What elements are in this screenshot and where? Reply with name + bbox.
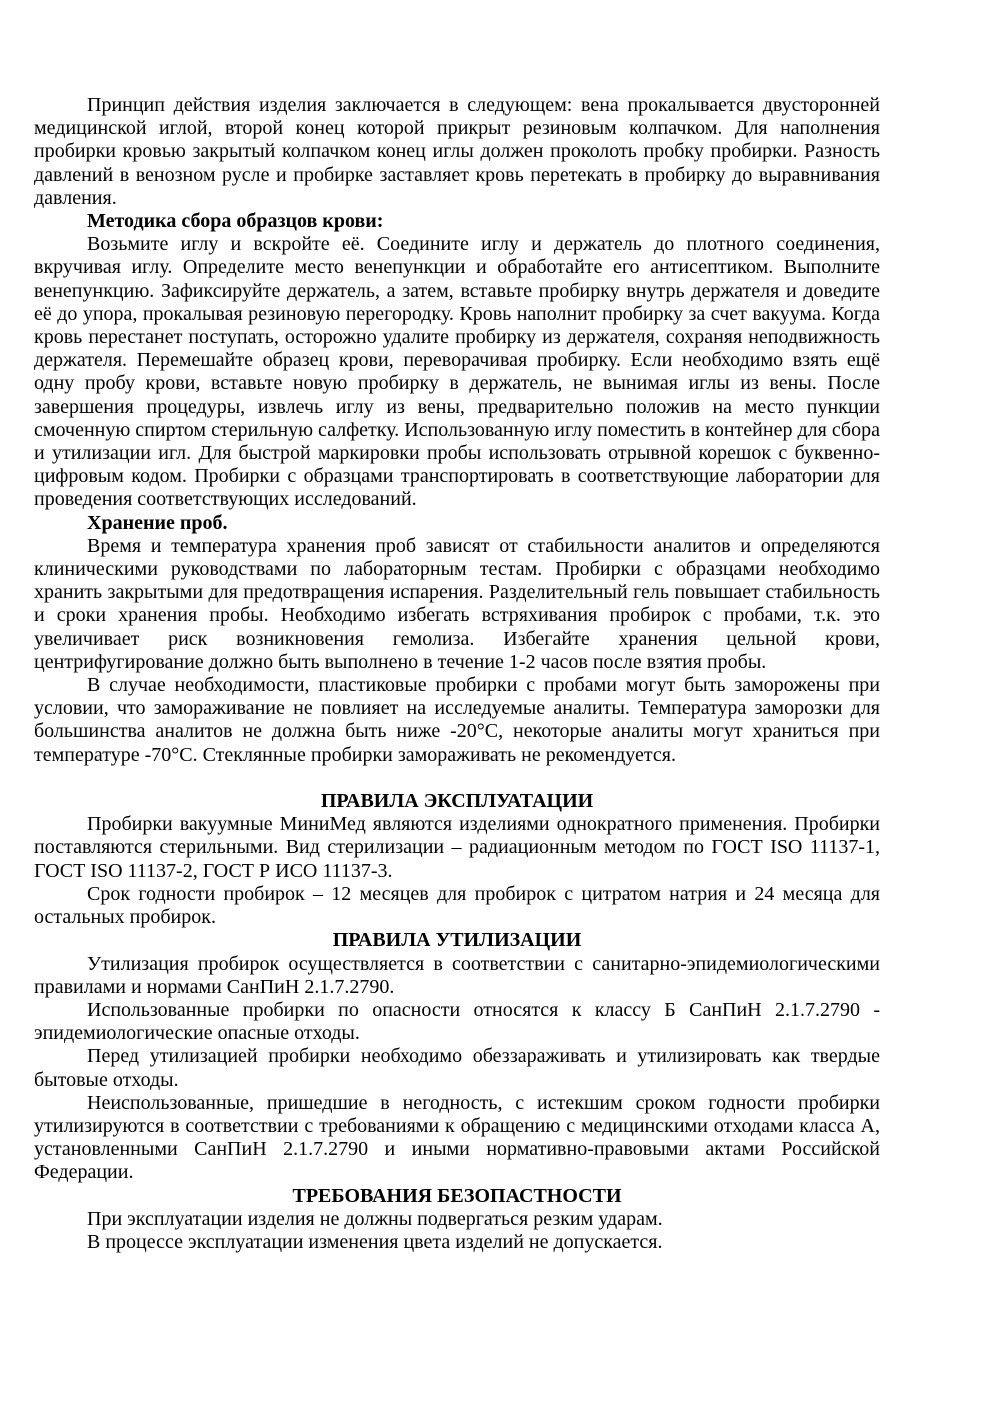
disposal-rules-paragraph-4: Неиспользованные, пришедшие в негодность, с истекшим сроком годности пробирки утилизируются в соответствии с требованиями к обращению с медицинскими отходами класса А, установленными СанПиН 2.1.7.2790 и иными нормативно-правовыми актами Российской Федерации. [34, 1091, 880, 1184]
collection-method-heading: Методика сбора образцов крови: [87, 210, 384, 233]
disposal-rules-heading: ПРАВИЛА УТИЛИЗАЦИИ [332, 929, 582, 952]
disposal-rules-paragraph-3: Перед утилизацией пробирки необходимо обеззараживать и утилизировать как твердые бытовые отходы. [34, 1045, 880, 1091]
document-content [34, 94, 880, 1254]
sample-storage-paragraph-1: Время и температура хранения проб зависят от стабильности аналитов и определяются клиническими руководствами по лабораторным тестам. Пробирки с образцами необходимо хранить закрытыми для предотвращения испарения. Разделительный гель повышает стабильность и сроки хранения пробы. Необходимо избегать встряхивания пробирок с пробами, т.к. это увеличивает риск возникновения гемолиза. Избегайте хранения цельной крови, центрифугирование должно быть выполнено в течение 1-2 часов после взятия пробы. [34, 534, 880, 673]
safety-requirements-heading: ТРЕБОВАНИЯ БЕЗОПАСТНОСТИ [292, 1184, 622, 1207]
operation-rules-paragraph-1: Пробирки вакуумные МиниМед являются изделиями однократного применения. Пробирки поставляются стерильными. Вид стерилизации – радиационным методом по ГОСТ ISO 11137-1, ГОСТ ISO 11137-2, ГОСТ Р ИСО 11137-3. [34, 813, 880, 882]
safety-requirements-paragraph-2: В процессе эксплуатации изменения цвета изделий не допускается. [87, 1230, 663, 1253]
disposal-rules-paragraph-1: Утилизация пробирок осуществляется в соответствии с санитарно-эпидемиологическими правилами и нормами СанПиН 2.1.7.2790. [34, 952, 880, 998]
sample-storage-paragraph-2: В случае необходимости, пластиковые пробирки с пробами могут быть заморожены при условии, что замораживание не повлияет на исследуемые аналиты. Температура заморозки для большинства аналитов не должна быть ниже -20°С, некоторые аналиты могут храниться при температуре -70°С. Стеклянные пробирки замораживать не рекомендуется. [34, 674, 880, 766]
disposal-rules-paragraph-2: Использованные пробирки по опасности относятся к классу Б СанПиН 2.1.7.2790 - эпидемиологические опасные отходы. [34, 998, 880, 1045]
collection-method-paragraph: Возьмите иглу и вскройте её. Соедините иглу и держатель до плотного соединения, вкручивая иглу. Определите место венепункции и обработайте его антисептиком. Выполните венепункцию. Зафиксируйте держатель, а затем, вставьте пробирку внутрь держателя и доведите её до упора, прокалывая резиновую перегородку. Кровь наполнит пробирку за счет вакуума. Когда кровь перестанет поступать, осторожно удалите пробирку из держателя, сохраняя неподвижность держателя. Перемешайте образец крови, переворачивая пробирку. Если необходимо взять ещё одну пробу крови, вставьте новую пробирку в держатель, не вынимая иглы из вены. После завершения процедуры, извлечь иглу из вены, предварительно положив на место пункции смоченную спиртом стерильную салфетку. Использованную иглу поместить в контейнер для сбора и утилизации игл. Для быстрой маркировки пробы использовать отрывной корешок с буквенно-цифровым кодом. Пробирки с образцами транспортировать в соответствующие лаборатории для проведения соответствующих исследований. [34, 233, 880, 511]
sample-storage-heading: Хранение проб. [87, 511, 228, 534]
principle-paragraph: Принцип действия изделия заключается в следующем: вена прокалывается двусторонней медицинской иглой, второй конец которой прикрыт резиновым колпачком. Для наполнения пробирки кровью закрытый колпачком конец иглы должен проколоть пробку пробирки. Разность давлений в венозном русле и пробирке заставляет кровь перетекать в пробирку до выравнивания давления. [34, 94, 880, 209]
operation-rules-heading: ПРАВИЛА ЭКСПЛУАТАЦИИ [320, 790, 594, 813]
operation-rules-paragraph-2: Срок годности пробирок – 12 месяцев для пробирок с цитратом натрия и 24 месяца для остальных пробирок. [34, 882, 880, 929]
safety-requirements-paragraph-1: При эксплуатации изделия не должны подвергаться резким ударам. [87, 1207, 663, 1230]
